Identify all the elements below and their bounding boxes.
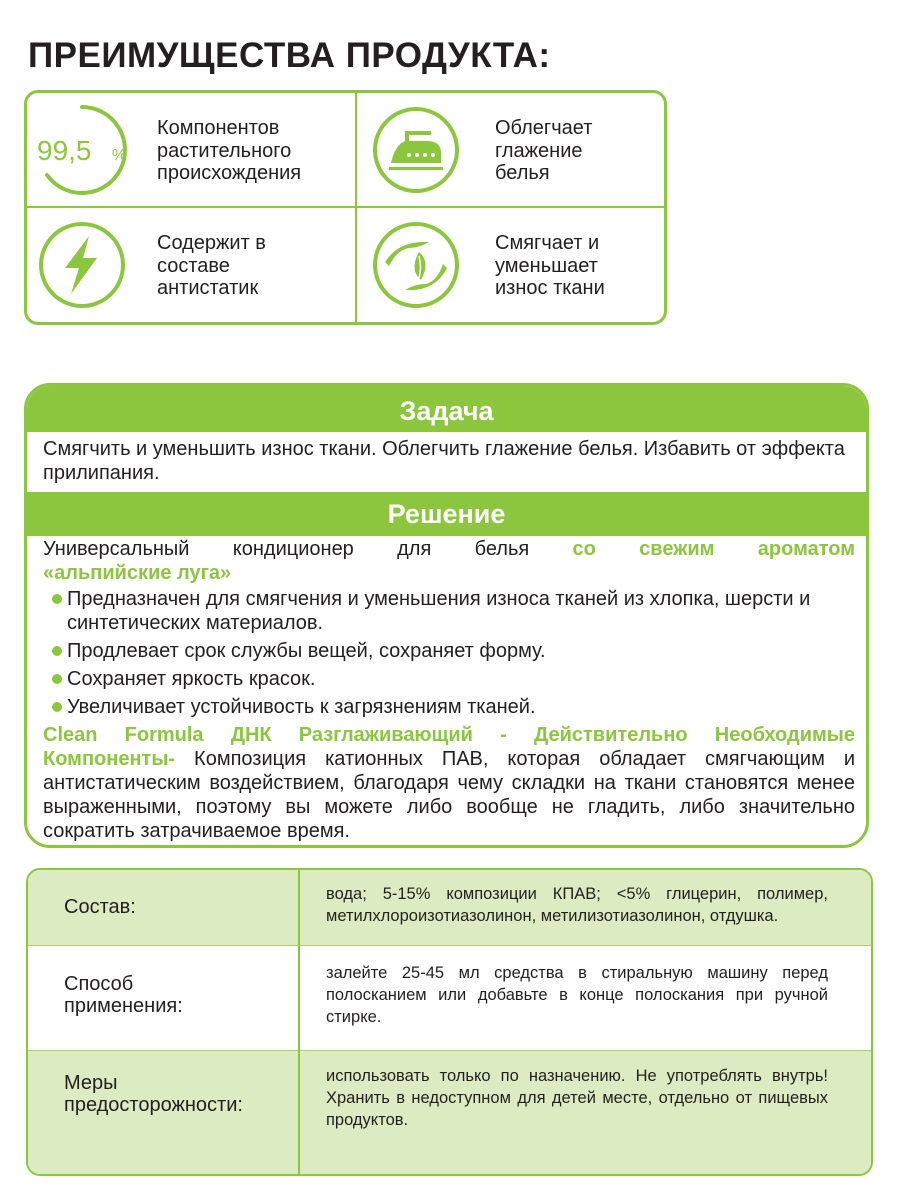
plant-percent-badge: 99,5 bbox=[37, 135, 92, 166]
precautions-label: Меры предосторожности: bbox=[64, 1072, 243, 1116]
advantage-text: Содержит в составе антистатик bbox=[157, 232, 266, 299]
solution-intro-highlight-1: со свежим ароматом bbox=[572, 538, 855, 560]
solution-heading: Решение bbox=[27, 492, 866, 536]
task-text: Смягчить и уменьшить износ ткани. Облегчить глажение белья. Избавить от эффекта прилипания. bbox=[43, 438, 845, 484]
advantage-ironing bbox=[361, 93, 681, 205]
composition-label: Состав: bbox=[64, 896, 136, 918]
row-separator bbox=[28, 1050, 871, 1051]
advantage-plant-components bbox=[27, 93, 347, 205]
list-item: Увеличивает устойчивость к загрязнениям тканей. bbox=[43, 695, 855, 719]
solution-bullet-list bbox=[43, 587, 855, 719]
list-item: Предназначен для смягчения и уменьшения износа тканей из хлопка, шерсти и синтетических материалов. bbox=[43, 587, 855, 635]
table-row bbox=[28, 870, 871, 945]
solution-intro-plain: Универсальный кондиционер для белья bbox=[43, 538, 573, 560]
hands-leaf-icon bbox=[369, 218, 463, 312]
product-info-table bbox=[26, 868, 873, 1176]
advantages-grid bbox=[24, 90, 667, 325]
table-row bbox=[28, 945, 871, 1050]
lightning-icon bbox=[35, 218, 129, 312]
advantage-softening bbox=[361, 208, 681, 320]
bullet-dot-icon bbox=[52, 702, 62, 712]
list-item: Продлевает срок службы вещей, сохраняет форму. bbox=[43, 639, 855, 663]
advantage-text: Смягчает и уменьшает износ ткани bbox=[495, 232, 605, 299]
plant-percent-suffix: % bbox=[112, 147, 127, 164]
solution-intro-highlight-2: «альпийские луга» bbox=[43, 562, 232, 584]
column-divider bbox=[298, 870, 300, 1174]
solution-intro-line1 bbox=[43, 537, 855, 561]
task-solution-card bbox=[24, 383, 869, 848]
advantage-antistatic bbox=[27, 208, 347, 320]
formula-paragraph bbox=[43, 723, 855, 843]
usage-label: Способ применения: bbox=[64, 973, 183, 1017]
table-row bbox=[28, 1050, 871, 1176]
row-separator bbox=[28, 945, 871, 946]
bullet-dot-icon bbox=[52, 594, 62, 604]
usage-value: залейте 25-45 мл средства в стиральную машину перед полосканием или добавьте в конце полоскания при ручной стирке. bbox=[326, 964, 828, 1026]
iron-icon bbox=[369, 103, 463, 197]
advantage-text: Облегчает глажение белья bbox=[495, 117, 593, 184]
precautions-value: использовать только по назначению. Не употреблять внутрь! Хранить в недоступном для детей месте, отдельно от пищевых продуктов. bbox=[326, 1067, 828, 1129]
composition-value: вода; 5-15% композиции КПАВ; <5% глицерин, полимер, метилхлороизотиазолинон, метилизотиазолинон, отдушка. bbox=[326, 885, 828, 925]
advantage-text: Компонентов растительного происхождения bbox=[157, 117, 302, 184]
task-heading: Задача bbox=[27, 386, 866, 432]
bullet-dot-icon bbox=[52, 674, 62, 684]
percent-circle-icon bbox=[35, 103, 129, 197]
formula-highlight: Clean Formula ДНК Разглаживающий - Действительно Необходимые Компоненты- bbox=[43, 724, 855, 770]
formula-text: Композиция катионных ПАВ, которая обладает смягчающим и антистатическим воздействием, благодаря чему складки на ткани становятся менее выраженными, поэтому вы можете либо вообще не гладить, либо значительно сократить затрачиваемое время. bbox=[43, 748, 855, 842]
page-title: ПРЕИМУЩЕСТВА ПРОДУКТА: bbox=[28, 36, 551, 75]
list-item: Сохраняет яркость красок. bbox=[43, 667, 855, 691]
bullet-dot-icon bbox=[52, 646, 62, 656]
solution-body bbox=[43, 537, 855, 843]
